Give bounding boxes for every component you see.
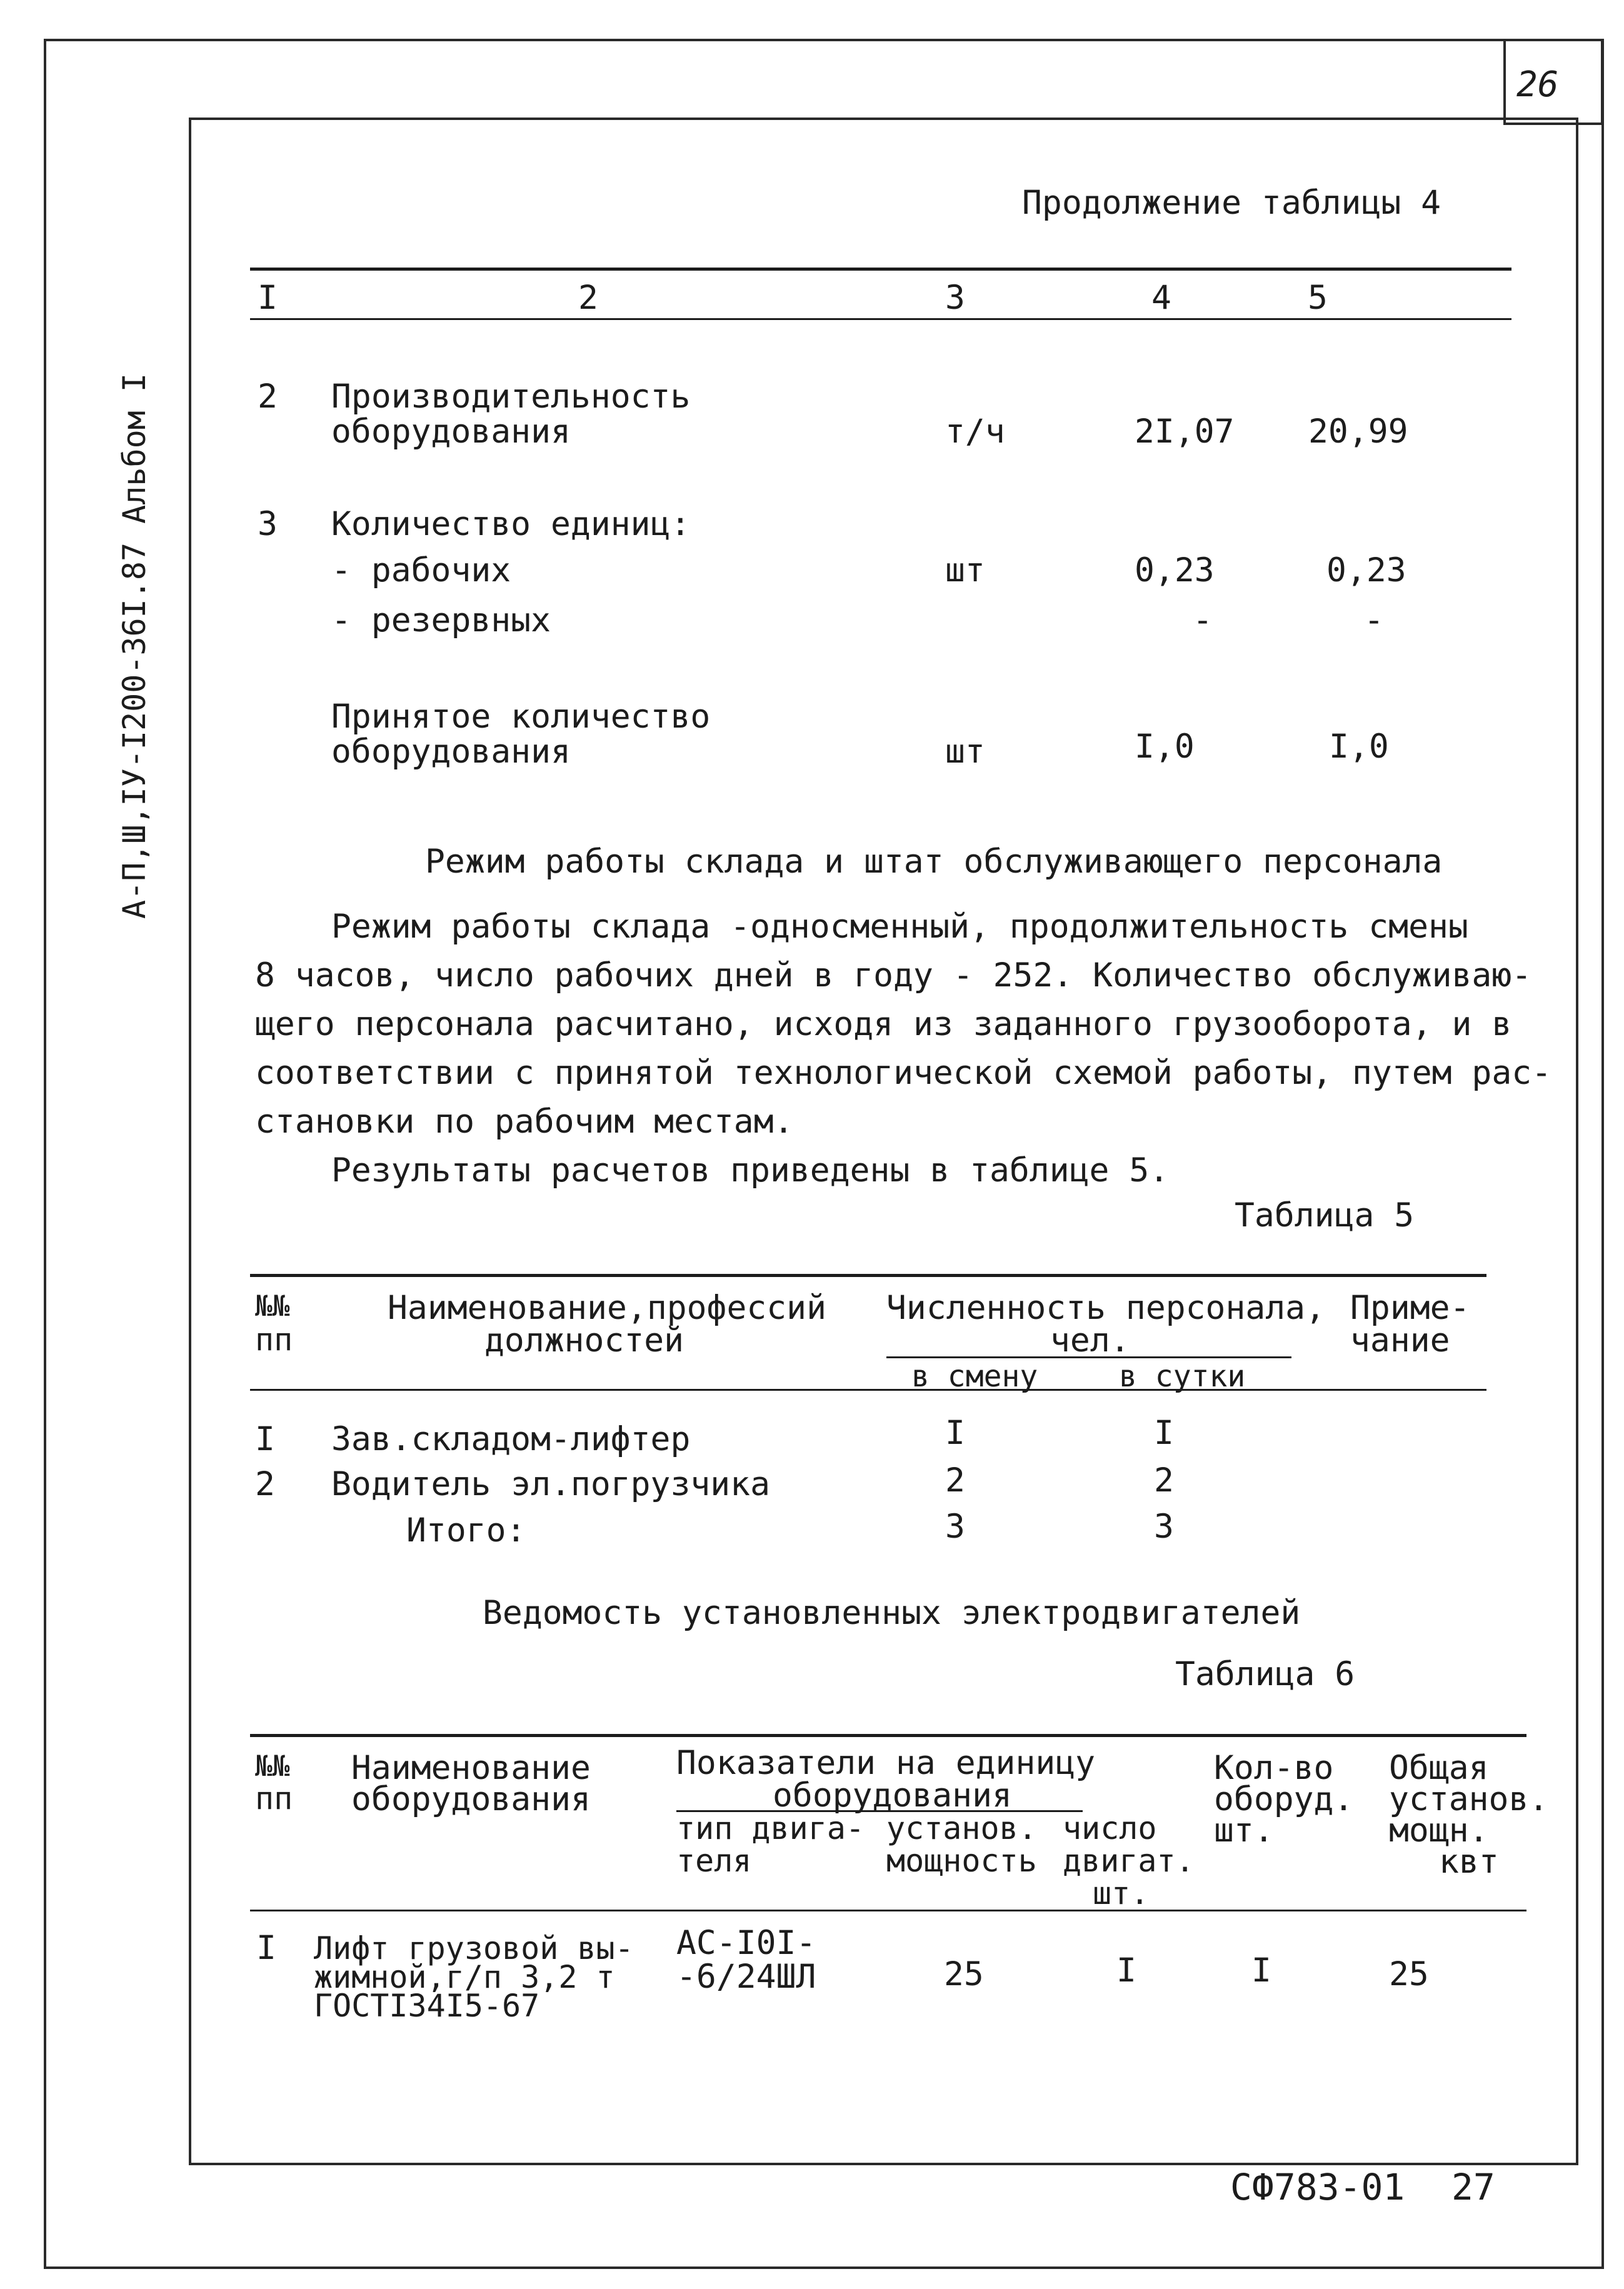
t4-row1-unit: т/ч (945, 413, 1005, 451)
t5-head-num-1: №№ (255, 1289, 290, 1323)
t6-head-ind-1: Показатели на единицу (676, 1744, 1096, 1782)
results-line: Результаты расчетов приведены в таблице 5. (331, 1151, 1170, 1190)
t4-row1-name-2: оборудования (331, 413, 571, 451)
t4-row1-name-1: Производительность (331, 378, 691, 416)
t4-row1-v4: 2I,07 (1135, 413, 1235, 451)
t5-head-shift: в смену (911, 1359, 1038, 1394)
t5-head-name-1: Наименование,профессий (388, 1289, 826, 1327)
table4-col-1: I (258, 279, 278, 317)
t5-total-day: 3 (1154, 1508, 1174, 1546)
t4-row2-sub1-label: - рабочих (331, 551, 511, 589)
t5-head-num-2: пп (255, 1321, 293, 1358)
t6-row1-power: 25 (944, 1955, 984, 1993)
t6-row1-name-1: Лифт грузовой вы- (314, 1930, 634, 1966)
t6-head-num-2: пп (255, 1780, 293, 1816)
t6-row1-motors: I (1116, 1951, 1136, 1990)
t5-total-label: Итого: (406, 1511, 526, 1550)
t6-head-num-1: №№ (255, 1749, 290, 1783)
t4-row3-name-2: оборудования (331, 733, 571, 771)
t4-row2-sub1-v4: 0,23 (1135, 551, 1215, 589)
t5-head-count-2: чел. (1050, 1321, 1130, 1360)
table4-col-4: 4 (1151, 279, 1171, 317)
table6-top-rule (250, 1734, 1526, 1737)
t4-row1-v5: 20,99 (1308, 413, 1408, 451)
t6-head-mcount-1: число (1063, 1810, 1157, 1846)
table6-title: Таблица 6 (1175, 1655, 1355, 1693)
table4-header-rule (250, 318, 1511, 320)
t5-count-subrule (886, 1356, 1291, 1358)
t6-row1-num: I (256, 1929, 276, 1967)
t5-row1-day: I (1154, 1414, 1174, 1452)
t6-head-name-1: Наименование (351, 1749, 591, 1787)
t4-row2-name: Количество единиц: (331, 505, 691, 543)
t6-head-ecount-2: оборуд. (1214, 1780, 1354, 1818)
t4-row2-sub1-unit: шт (945, 551, 985, 589)
table4-col-3: 3 (945, 279, 965, 317)
t6-head-total-2: установ. (1389, 1780, 1549, 1818)
t6-head-power-1: установ. (886, 1810, 1037, 1846)
side-label: А-П,Ш,IУ-I200-36I.87 Альбом I (116, 373, 153, 919)
t5-row2-num: 2 (255, 1465, 275, 1503)
footer-page: 27 (1451, 2166, 1495, 2208)
t6-head-total-3: мощн. (1389, 1811, 1489, 1850)
t5-row2-name: Водитель эл.погрузчика (331, 1465, 770, 1503)
paragraph-line-5: становки по рабочим местам. (255, 1103, 794, 1141)
t4-row1-num: 2 (258, 378, 278, 416)
table5-header-rule (250, 1389, 1486, 1391)
section-heading: Режим работы склада и штат обслуживающего персонала (425, 843, 1443, 881)
t6-head-mcount-3: шт. (1093, 1875, 1150, 1911)
table4-continuation: Продолжение таблицы 4 (1022, 184, 1441, 222)
table5-top-rule (250, 1274, 1486, 1277)
t6-head-type-1: тип двига- (676, 1810, 865, 1846)
t6-row1-type-1: АС-I0I- (676, 1924, 816, 1962)
paragraph-line-1: Режим работы склада -односменный, продолжительность смены (331, 908, 1468, 946)
t5-row1-name: Зав.складом-лифтер (331, 1420, 691, 1458)
table5-title: Таблица 5 (1235, 1196, 1415, 1235)
t5-head-note-1: Приме- (1350, 1289, 1470, 1327)
t6-row1-total: 25 (1389, 1955, 1429, 1993)
t6-head-total-4: квт (1439, 1843, 1499, 1881)
t6-head-ecount-3: шт. (1214, 1811, 1274, 1850)
t6-head-total-1: Общая (1389, 1749, 1489, 1787)
table6-heading: Ведомость установленных электродвигателей (483, 1594, 1301, 1632)
t6-head-mcount-2: двигат. (1063, 1843, 1195, 1879)
t5-head-count-1: Численность персонала, (886, 1289, 1325, 1327)
t4-row2-sub2-v4: - (1193, 601, 1213, 639)
t4-row2-sub2-label: - резервных (331, 601, 551, 639)
t6-head-ecount-1: Кол-во (1214, 1749, 1334, 1787)
t5-head-name-2: должностей (484, 1321, 684, 1360)
t5-head-note-2: чание (1350, 1321, 1450, 1360)
t6-row1-equip: I (1251, 1951, 1271, 1990)
t4-row3-name-1: Принятое количество (331, 698, 711, 736)
paragraph-line-3: щего персонала расчитано, исходя из заданного грузооборота, и в (255, 1005, 1512, 1043)
t5-row2-day: 2 (1154, 1461, 1174, 1500)
t6-head-name-2: оборудования (351, 1780, 591, 1818)
t5-head-day: в сутки (1119, 1359, 1246, 1394)
t6-row1-name-3: ГОСТI34I5-67 (314, 1988, 540, 2024)
table4-col-5: 5 (1308, 279, 1328, 317)
t6-head-power-2: мощность (886, 1843, 1037, 1879)
table4-top-rule (250, 268, 1511, 271)
t5-total-shift: 3 (945, 1508, 965, 1546)
t4-row2-sub1-v5: 0,23 (1326, 551, 1406, 589)
t5-row2-shift: 2 (945, 1461, 965, 1500)
t4-row2-num: 3 (258, 505, 278, 543)
t4-row3-v4: I,0 (1135, 728, 1195, 766)
table6-header-rule (250, 1910, 1526, 1911)
t6-head-ind-2: оборудования (773, 1776, 1012, 1815)
t5-row1-num: I (255, 1420, 275, 1458)
page-number: 26 (1516, 64, 1559, 105)
table4-col-2: 2 (578, 279, 598, 317)
footer-code: СФ783-01 (1230, 2166, 1405, 2208)
paragraph-line-2: 8 часов, число рабочих дней в году - 252. Количество обслуживаю- (255, 956, 1532, 994)
t4-row2-sub2-v5: - (1364, 601, 1384, 639)
t6-row1-type-2: -6/24ШЛ (676, 1958, 816, 1996)
t5-row1-shift: I (945, 1414, 965, 1452)
t4-row3-unit: шт (945, 733, 985, 771)
paragraph-line-4: соответствии с принятой технологической схемой работы, путем рас- (255, 1054, 1552, 1092)
t4-row3-v5: I,0 (1329, 728, 1389, 766)
t6-row1-name-2: жимной,г/п 3,2 т (314, 1959, 615, 1995)
t6-head-type-2: теля (676, 1843, 752, 1879)
